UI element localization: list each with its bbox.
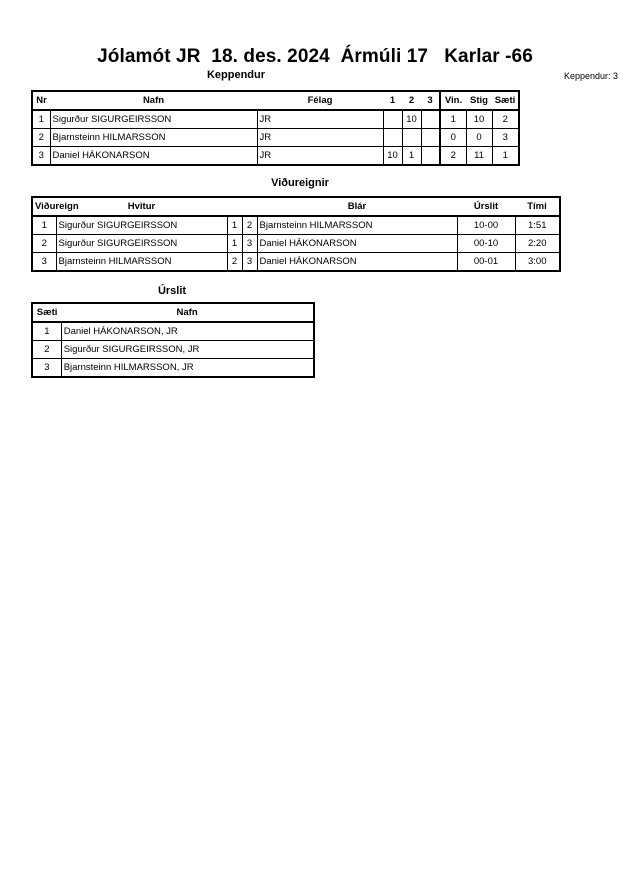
page-title: Jólamót JR 18. des. 2024 Ármúli 17 Karlar -66 [97, 46, 533, 67]
table-cell: 2 [32, 341, 61, 359]
table-row [32, 216, 560, 235]
table-cell: 1 [402, 147, 421, 166]
table-row [32, 253, 560, 272]
table-cell: 1 [32, 322, 61, 341]
table-cell: 10-00 [457, 216, 515, 235]
table-cell: 10 [383, 147, 402, 166]
table-row [32, 147, 519, 166]
table-cell: Sigurður SIGURGEIRSSON [50, 110, 257, 129]
column-header: Viðureign [32, 197, 56, 216]
table-cell: 1 [227, 235, 242, 253]
table-cell: 1 [492, 147, 519, 166]
competitors-heading: Keppendur [206, 69, 266, 81]
column-header: Tími [515, 197, 560, 216]
table-cell: 2 [492, 110, 519, 129]
table-cell: 0 [440, 129, 466, 147]
table-cell: Bjarnsteinn HILMARSSON [50, 129, 257, 147]
column-header: Nafn [61, 303, 314, 322]
table-cell: 10 [402, 110, 421, 129]
table-cell: 3 [32, 253, 56, 272]
table-cell: JR [257, 129, 383, 147]
table-cell: Bjarnsteinn HILMARSSON [257, 216, 457, 235]
table-cell [421, 110, 440, 129]
table-cell: 00-10 [457, 235, 515, 253]
table-header-row [32, 197, 560, 216]
table-cell: 2:20 [515, 235, 560, 253]
table-cell: Sigurður SIGURGEIRSSON, JR [61, 341, 314, 359]
table-row [32, 359, 314, 378]
table-row [32, 110, 519, 129]
table-cell: 2 [242, 216, 257, 235]
table-cell: 1 [32, 110, 50, 129]
table-cell: 3 [32, 147, 50, 166]
column-header: Nafn [50, 91, 257, 110]
column-header: 1 [383, 91, 402, 110]
column-header: Vin. [440, 91, 466, 110]
table-cell: Bjarnsteinn HILMARSSON, JR [61, 359, 314, 378]
table-cell [383, 110, 402, 129]
table-cell: 1 [227, 216, 242, 235]
table-cell: 2 [32, 235, 56, 253]
table-cell: Sigurður SIGURGEIRSSON [56, 216, 227, 235]
table-cell: 1 [440, 110, 466, 129]
table-cell: Daniel HÁKONARSON, JR [61, 322, 314, 341]
column-header: Hvitur [56, 197, 227, 216]
table-cell: Daniel HÁKONARSON [257, 235, 457, 253]
column-header: Sæti [32, 303, 61, 322]
column-header: 2 [402, 91, 421, 110]
table-cell: 3 [242, 235, 257, 253]
competitors-table [31, 90, 520, 166]
table-row [32, 322, 314, 341]
table-cell: 3 [492, 129, 519, 147]
table-cell: 1 [32, 216, 56, 235]
table-cell [421, 147, 440, 166]
column-header [242, 197, 257, 216]
pairings-table [31, 196, 561, 272]
table-row [32, 341, 314, 359]
table-cell [421, 129, 440, 147]
column-header: Sæti [492, 91, 519, 110]
table-cell: 2 [227, 253, 242, 272]
results-heading: Úrslit [157, 285, 187, 297]
column-header: Stig [466, 91, 492, 110]
column-header: 3 [421, 91, 440, 110]
table-cell: 3 [32, 359, 61, 378]
pairings-heading: Viðureignir [271, 177, 329, 189]
column-header: Félag [257, 91, 383, 110]
table-row [32, 129, 519, 147]
table-cell: JR [257, 147, 383, 166]
table-cell: 00-01 [457, 253, 515, 272]
table-cell: 0 [466, 129, 492, 147]
column-header: Blár [257, 197, 457, 216]
results-table [31, 302, 315, 378]
table-cell [383, 129, 402, 147]
table-cell: 3:00 [515, 253, 560, 272]
table-cell: 1:51 [515, 216, 560, 235]
table-cell: 10 [466, 110, 492, 129]
table-header-row [32, 303, 314, 322]
table-cell: 2 [32, 129, 50, 147]
table-cell [402, 129, 421, 147]
table-cell: 11 [466, 147, 492, 166]
table-cell: 3 [242, 253, 257, 272]
table-cell: 2 [440, 147, 466, 166]
column-header: Úrslit [457, 197, 515, 216]
table-cell: Daniel HÁKONARSON [50, 147, 257, 166]
table-cell: JR [257, 110, 383, 129]
column-header: Nr [32, 91, 50, 110]
competitor-count: Keppendur: 3 [563, 71, 618, 81]
table-cell: Bjarnsteinn HILMARSSON [56, 253, 227, 272]
table-row [32, 235, 560, 253]
table-cell: Daniel HÁKONARSON [257, 253, 457, 272]
table-cell: Sigurður SIGURGEIRSSON [56, 235, 227, 253]
column-header [227, 197, 242, 216]
table-header-row [32, 91, 519, 110]
